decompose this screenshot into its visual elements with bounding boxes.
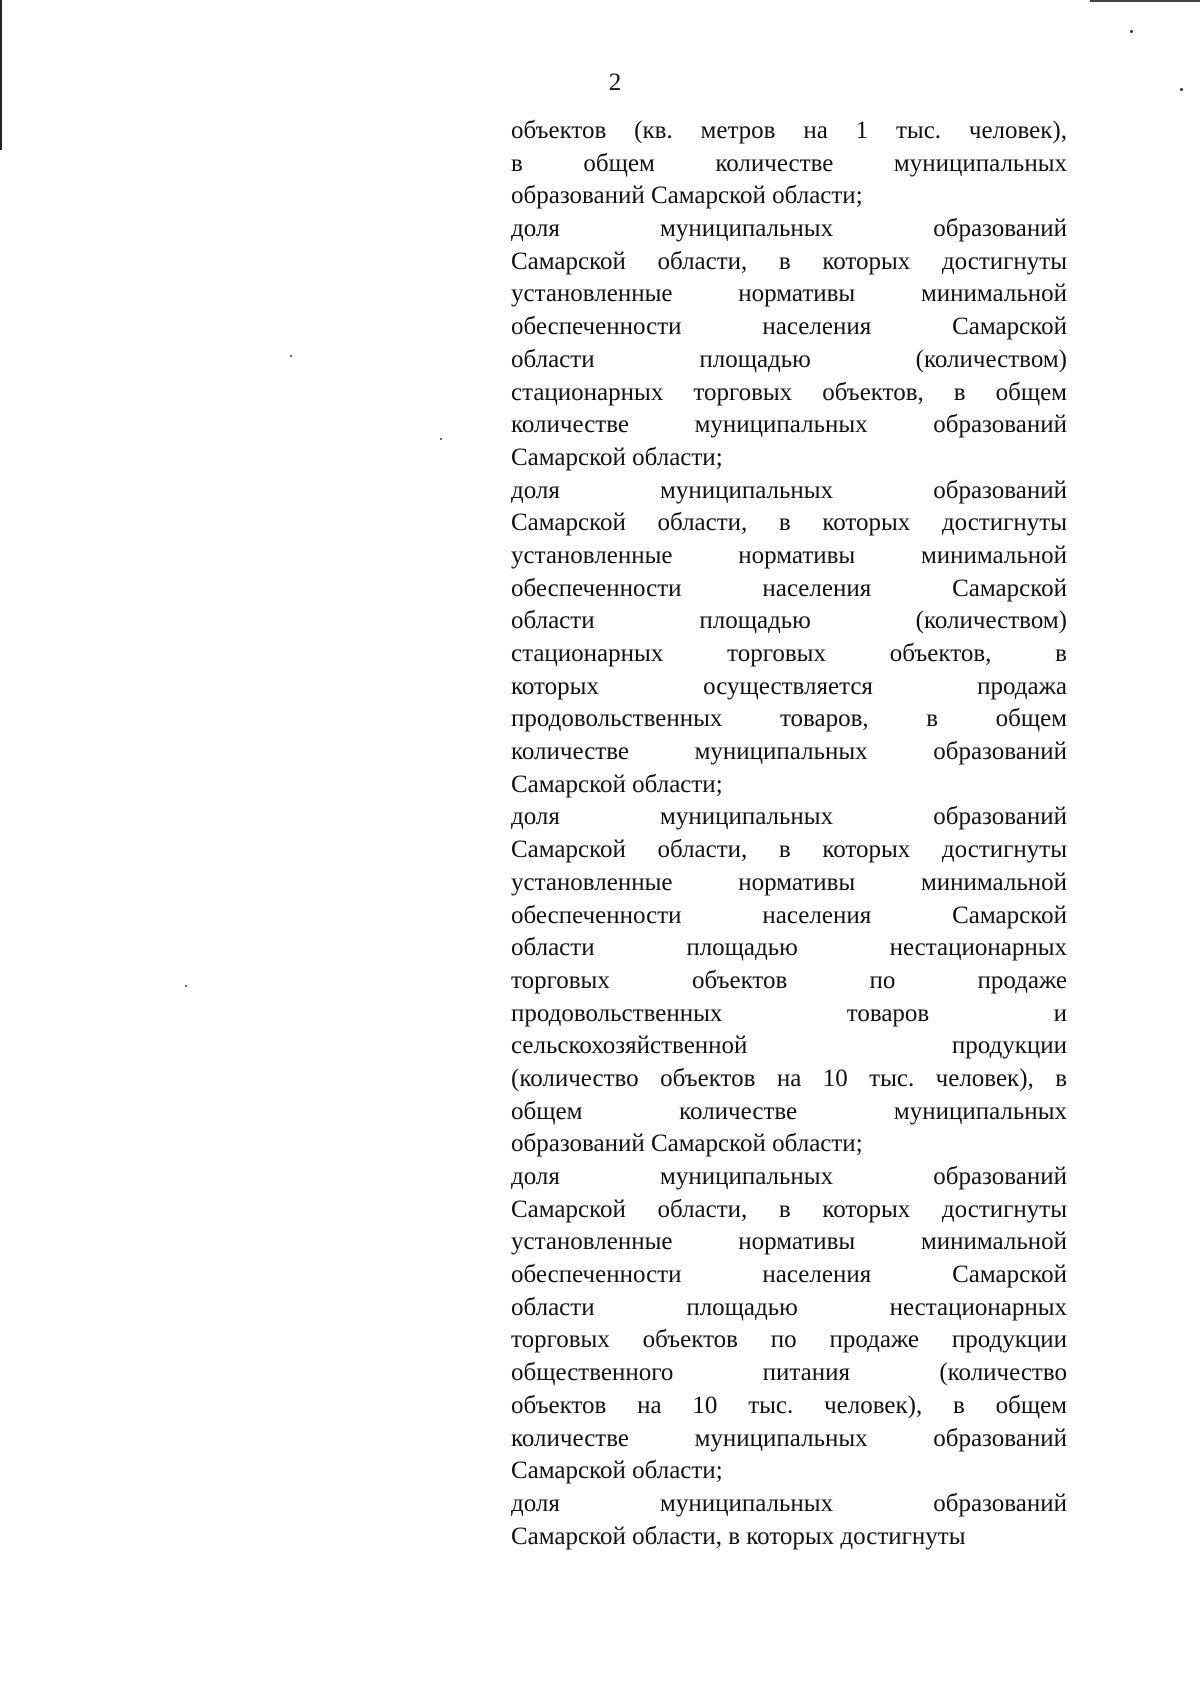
text-line: Самарской области, в которых достигнуты <box>511 247 1067 275</box>
text-line: Самарской области; <box>511 770 723 798</box>
scan-speck <box>440 438 442 440</box>
scan-edge-left <box>0 0 2 150</box>
text-line: стационарных торговых объектов, в <box>511 640 1067 667</box>
body-text <box>511 115 1067 1553</box>
text-line: (количество объектов на 10 тыс. человек), в <box>511 1064 1067 1092</box>
text-line: торговых объектов по продаже продукции <box>511 1326 1067 1354</box>
text-line: установленные нормативы минимальной <box>511 868 1067 896</box>
text-line: торговых объектов по продаже <box>511 966 1067 994</box>
text-line: доля муниципальных образований <box>511 1163 1067 1190</box>
scan-speck <box>1130 30 1133 33</box>
text-line: которых осуществляется продажа <box>511 672 1067 700</box>
text-line: объектов (кв. метров на 1 тыс. человек), <box>511 117 1067 144</box>
text-line: Самарской области; <box>511 1457 723 1485</box>
text-line: области площадью (количеством) <box>511 345 1067 373</box>
text-line: обеспеченности населения Самарской <box>511 313 1067 341</box>
text-line: Самарской области, в которых достигнуты <box>511 1195 1067 1223</box>
text-line: продовольственных товаров, в общем <box>511 705 1067 733</box>
text-line: стационарных торговых объектов, в общем <box>511 378 1067 406</box>
text-line: Самарской области, в которых достигнуты <box>511 509 1067 537</box>
text-line: количестве муниципальных образований <box>511 411 1067 439</box>
text-line: образований Самарской области; <box>511 1130 863 1158</box>
text-line: Самарской области, в которых достигнуты <box>511 836 1067 864</box>
text-line: Самарской области, в которых достигнуты <box>511 1522 966 1550</box>
text-line: области площадью нестационарных <box>511 1293 1067 1321</box>
text-line: продовольственных товаров и <box>511 999 1067 1027</box>
text-line: сельскохозяйственной продукции <box>511 1032 1067 1060</box>
text-line: общем количестве муниципальных <box>511 1097 1067 1125</box>
text-line: количестве муниципальных образований <box>511 738 1067 766</box>
text-line: Самарской области; <box>511 443 723 471</box>
text-line: объектов на 10 тыс. человек), в общем <box>511 1391 1067 1419</box>
text-line: обеспеченности населения Самарской <box>511 901 1067 929</box>
text-line: обеспеченности населения Самарской <box>511 574 1067 602</box>
text-line: обеспеченности населения Самарской <box>511 1261 1067 1289</box>
text-line: установленные нормативы минимальной <box>511 541 1067 569</box>
text-line: доля муниципальных образований <box>511 476 1067 504</box>
text-line: доля муниципальных образований <box>511 1489 1067 1517</box>
scan-speck <box>185 985 187 987</box>
text-line: доля муниципальных образований <box>511 215 1067 243</box>
scan-speck <box>1180 88 1183 91</box>
text-line: общественного питания (количество <box>511 1359 1067 1387</box>
scan-edge-top <box>1090 0 1200 2</box>
text-line: в общем количестве муниципальных <box>511 149 1067 177</box>
text-line: установленные нормативы минимальной <box>511 280 1067 308</box>
text-line: количестве муниципальных образований <box>511 1424 1067 1452</box>
text-line: образований Самарской области; <box>511 182 863 210</box>
text-line: области площадью нестационарных <box>511 934 1067 962</box>
text-line: области площадью (количеством) <box>511 607 1067 635</box>
scan-speck <box>290 355 292 357</box>
text-line: доля муниципальных образований <box>511 803 1067 831</box>
page-number: 2 <box>608 69 622 96</box>
text-line: установленные нормативы минимальной <box>511 1228 1067 1256</box>
